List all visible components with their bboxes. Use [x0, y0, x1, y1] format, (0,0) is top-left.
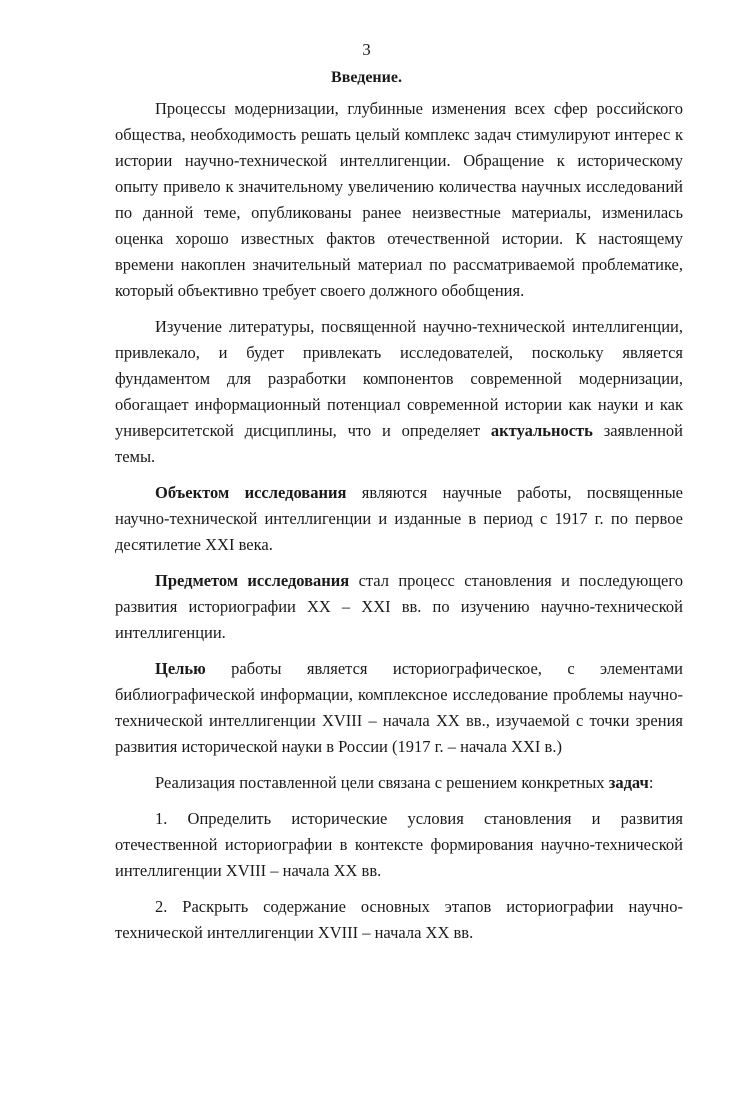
bold-term-tasks: задач — [608, 773, 649, 792]
task-item-2 — [115, 894, 683, 946]
paragraph-text: Изучение литературы, посвященной научно-технической интеллигенции, привлекало, и будет привлекать исследователей, поскольку является фундаментом для разработки компонентов современной модернизации, обогащает информационный потенциал современной истории как науки и как университетской дисциплины, что и определяет — [115, 317, 683, 440]
paragraph-intro — [115, 96, 683, 304]
paragraph-text: являются научные работы, посвященные научно-технической интеллигенции и изданные в период с 1917 г. по первое десятилетие XXI века. — [115, 483, 683, 554]
bold-term-relevance: актуальность — [490, 421, 593, 440]
document-body — [115, 96, 683, 956]
paragraph-text: Процессы модернизации, глубинные изменения всех сфер российского общества, необходимость решать целый комплекс задач стимулируют интерес к истории научно-технической интеллигенции. Обращение к историческому опыту привело к значительному увеличению количества научных исследований по данной теме, опубликованы ранее неизвестные материалы, изменилась оценка хорошо известных фактов отечественной истории. К настоящему времени накоплен значительный материал по рассматриваемой проблематике, который объективно требует своего должного обобщения. — [115, 99, 683, 300]
bold-lead-subject: Предметом исследования — [155, 571, 350, 590]
paragraph-text: 1. Определить исторические условия становления и развития отечественной историографии в контексте формирования научно-технической интеллигенции XVIII – начала XX вв. — [115, 809, 683, 880]
section-heading: Введение. — [331, 69, 402, 86]
bold-lead-object: Объектом исследования — [155, 483, 347, 502]
paragraph-text: работы является историографическое, с элементами библиографической информации, комплексное исследование проблемы научно-технической интеллигенции XVIII – начала XX вв., изучаемой с точки зрения развития исторической науки в России (1917 г. – начала XXI в.) — [115, 659, 683, 756]
paragraph-goal — [115, 656, 683, 760]
paragraph-text: Реализация поставленной цели связана с решением конкретных — [155, 773, 609, 792]
paragraph-text: стал процесс становления и последующего развития историографии XX – XXI вв. по изучению научно-технической интеллигенции. — [115, 571, 683, 642]
paragraph-relevance — [115, 314, 683, 470]
paragraph-text-after: : — [648, 773, 654, 792]
paragraph-text-after: заявленной темы. — [115, 421, 683, 466]
paragraph-subject — [115, 568, 683, 646]
paragraph-tasks-intro — [115, 770, 683, 796]
task-item-1 — [115, 806, 683, 884]
paragraph-object — [115, 480, 683, 558]
bold-lead-goal: Целью — [155, 659, 206, 678]
page-number: 3 — [362, 40, 371, 59]
paragraph-text: 2. Раскрыть содержание основных этапов историографии научно-технической интеллигенции XVIII – начала XX вв. — [115, 897, 683, 942]
